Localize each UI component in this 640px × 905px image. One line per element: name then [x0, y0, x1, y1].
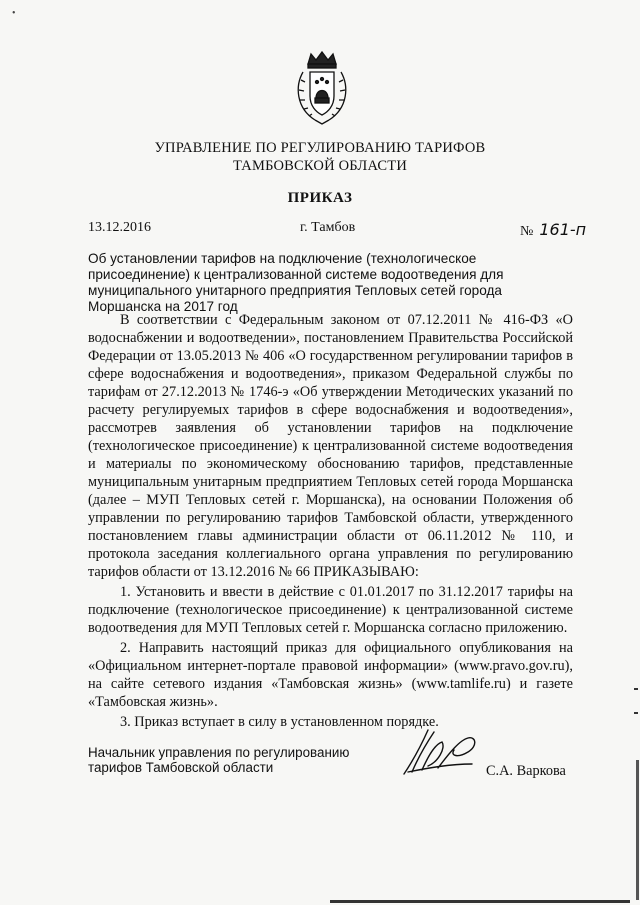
scan-edge-mark	[634, 712, 638, 714]
scan-edge-mark	[634, 688, 638, 690]
document-body	[88, 311, 573, 731]
body-paragraph-item-2: 2. Направить настоящий приказ для официального опубликования на «Официальном интернет-портале правовой информации» (www.pravo.gov.ru), на сайте сетевого издания «Тамбовская жизнь» (www.tamlife.ru) и газете «Тамбовская жизнь».	[88, 640, 573, 710]
signatory-position-line1: Начальник управления по регулированию	[88, 745, 350, 760]
document-city: г. Тамбов	[300, 220, 356, 235]
scan-bottom-edge	[330, 900, 630, 903]
document-date: 13.12.2016	[88, 220, 151, 235]
org-name-line2: ТАМБОВСКОЙ ОБЛАСТИ	[232, 158, 408, 174]
scan-edge-shadow	[636, 760, 639, 900]
signatory-position	[88, 745, 349, 775]
tambov-coat-of-arms-icon	[293, 50, 351, 126]
org-name-line1: УПРАВЛЕНИЕ ПО РЕГУЛИРОВАНИЮ ТАРИФОВ	[154, 140, 486, 156]
document-number	[520, 220, 586, 240]
signatory-name: С.А. Варкова	[486, 763, 566, 779]
scan-mark: •	[12, 8, 16, 19]
document-title: ПРИКАЗ	[287, 190, 353, 206]
handwritten-signature-icon	[398, 722, 488, 782]
signatory-position-line2: тарифов Тамбовской области	[88, 760, 274, 775]
number-handwritten: 161-п	[539, 220, 587, 239]
document-subject: Об установлении тарифов на подключение (технологическое присоединение) к централизованной системе водоотведения для муниципального унитарного предприятия Тепловых сетей города Моршанска на 2017 год	[88, 251, 504, 314]
body-paragraph-item-1: 1. Установить и ввести в действие с 01.01.2017 по 31.12.2017 тарифы на подключение (технологическое присоединение) к централизованной системе водоотведения для МУП Тепловых сетей г. Моршанска согласно приложению.	[88, 584, 573, 636]
body-paragraph-item-3: 3. Приказ вступает в силу в установленном порядке.	[120, 714, 439, 730]
body-paragraph-preamble: В соответствии с Федеральным законом от 07.12.2011 № 416-ФЗ «О водоснабжении и водоотведении», постановлением Правительства Российской Федерации от 13.05.2013 № 406 «О государственном регулировании тарифов в сфере водоснабжения и водоотведения», приказом Федеральной службы по тарифам от 27.12.2013 № 1746-э «Об утверждении Методических указаний по расчету регулируемых тарифов в сфере водоснабжения и водоотведения», рассмотрев заявления об установлении тарифов на подключение (технологическое присоединение) к централизованной системе водоотведения и материалы по экономическому обоснованию тарифов, представленные муниципальным унитарным предприятием Тепловых сетей города Моршанска (далее – МУП Тепловых сетей г. Моршанска), на основании Положения об управлении по регулированию тарифов Тамбовской области, утвержденного постановлением главы администрации области от 06.11.2012 № 110, и протокола заседания коллегиального органа управления по регулированию тарифов области от 13.12.2016 № 66 ПРИКАЗЫВАЮ:	[88, 312, 573, 580]
number-sign: №	[520, 224, 534, 239]
